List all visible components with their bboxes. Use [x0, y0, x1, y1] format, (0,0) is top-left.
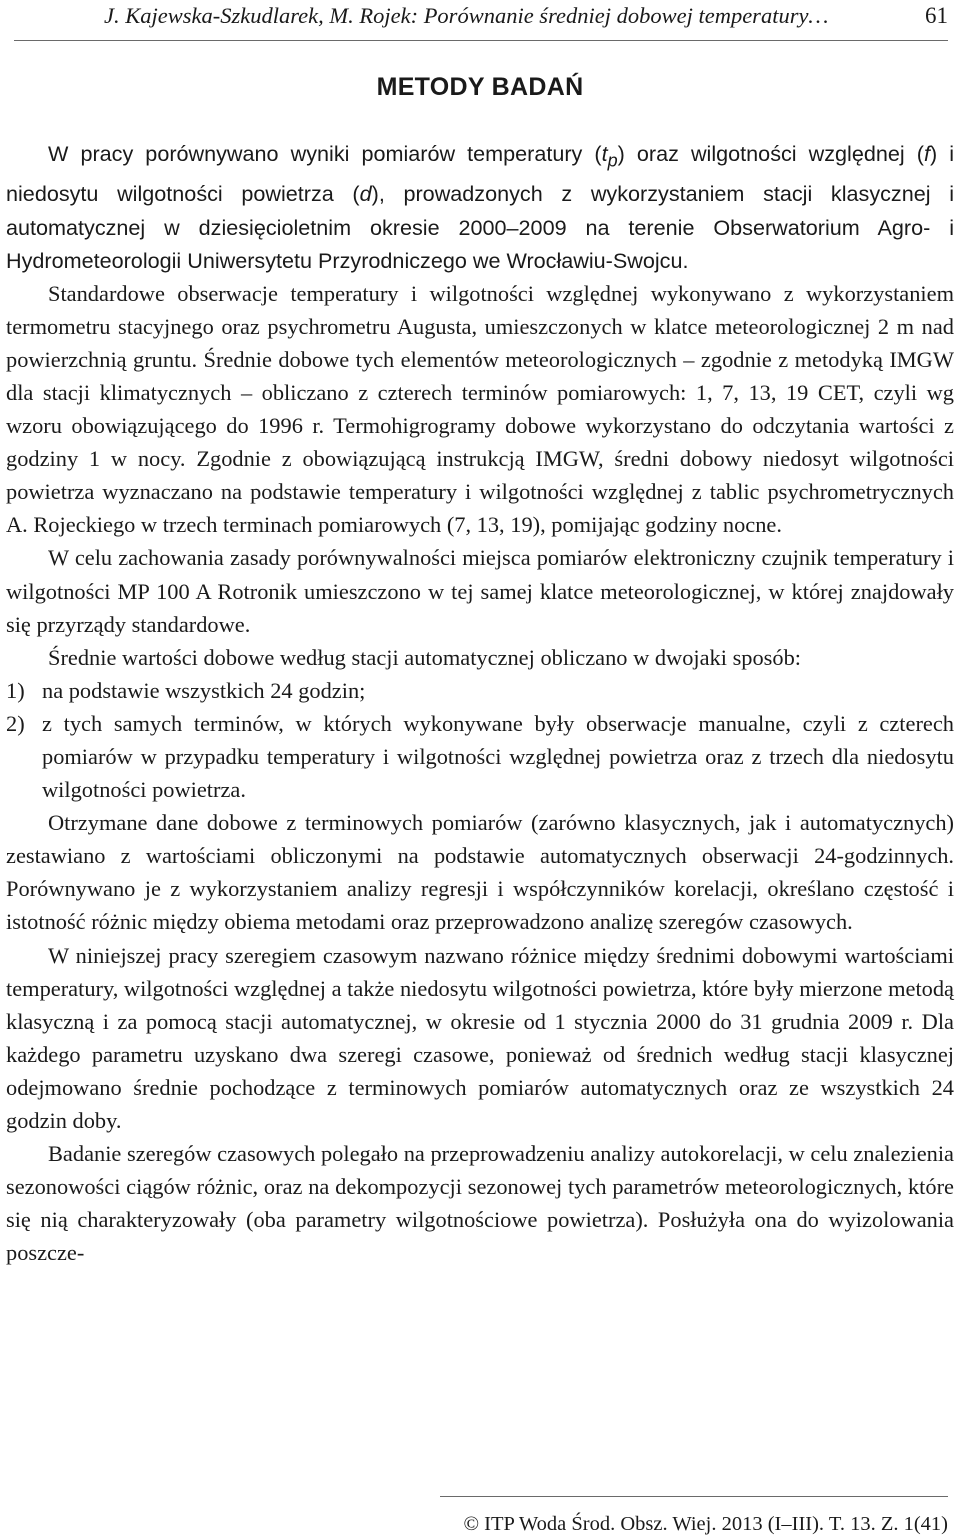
- list-marker: 2): [6, 710, 25, 736]
- list-item-text: na podstawie wszystkich 24 godzin;: [42, 677, 366, 703]
- body-text: [6, 137, 954, 1270]
- paragraph-text: W pracy porównywano wyniki pomiarów temperatury (: [48, 141, 602, 166]
- paragraph-text: ) oraz wilgotności względnej (: [617, 141, 924, 166]
- symbol-d: d: [359, 181, 372, 207]
- list-item: [6, 707, 954, 806]
- paragraph-data-comparison: Otrzymane dane dobowe z terminowych pomiarów (zarówno klasycznych, jak i automatycznych) zestawiano z wartościami obliczonymi na podstawie automatycznych obserwacji 24-godzinnych. Porównywano je z wykorzystaniem analizy regresji i współczynników korelacji, określano częstość i istotność różnic między obiema metodami oraz przeprowadzono analizę szeregów czasowych.: [6, 810, 954, 935]
- paragraph-sensor-placement: W celu zachowania zasady porównywalności miejsca pomiarów elektroniczny czujnik temperatury i wilgotności MP 100 A Rotronik umieszczono w tej samej klatce meteorologicznej, w której znajdowały się przyrządy standardowe.: [6, 545, 954, 637]
- footer-copyright: © ITP Woda Środ. Obsz. Wiej. 2013 (I–III). T. 13. Z. 1(41): [463, 1513, 948, 1535]
- section-heading: METODY BADAŃ: [376, 73, 584, 101]
- paragraph-automatic-averages: Średnie wartości dobowe według stacji automatycznej obliczano w dwojaki sposób:: [48, 644, 802, 670]
- paragraph-text: ) i niedosytu wilgotności powietrza (: [6, 141, 954, 207]
- list-item-text: z tych samych terminów, w których wykonywane były obserwacje manualne, czyli z czterech pomiarów w przypadku temperatury i wilgotności względnej powietrza oraz z trzech dla niedosytu wilgotności powietrza.: [42, 710, 954, 803]
- paragraph-time-series-analysis: Badanie szeregów czasowych polegało na przeprowadzeniu analizy autokorelacji, w celu znalezienia sezonowości ciągów różnic, oraz na dekompozycji sezonowej tych parametrów meteorologicznych, które się nią charakteryzowały (oba parametry wilgotnościowe powietrza). Posłużyła ona do wyizolowania poszcze-: [6, 1141, 954, 1266]
- symbol-tp: t: [601, 141, 608, 166]
- symbol-tp-subscript: p: [607, 150, 618, 171]
- running-header: [14, 0, 948, 41]
- paragraph-standard-observations: Standardowe obserwacje temperatury i wilgotności względnej wykonywano z wykorzystaniem termometru stacyjnego oraz psychrometru Augusta, umieszczonych w klatce meteorologicznej 2 m nad powierzchnią gruntu. Średnie dobowe tych elementów meteorologicznych – zgodnie z metodyką IMGW dla stacji klimatycznych – obliczano z czterech terminów pomiarowych: 1, 7, 13, 19 CET, czyli wg wzoru obowiązującego do 1996 r. Termohigrogramy dobowe wykorzystano do odczytania wartości z godziny 1 w nocy. Zgodnie z obowiązującą instrukcją IMGW, średni dobowy niedosyt wilgotności powietrza wyznaczano na podstawie temperatury i wilgotności względnej z tablic psychrometrycznych A. Rojeckiego w trzech terminach pomiarowych (7, 13, 19), pomijając godziny nocne.: [6, 280, 954, 538]
- footer-divider: [440, 1496, 948, 1497]
- paragraph-study-scope: [6, 137, 954, 277]
- paragraph-time-series-definition: W niniejszej pracy szeregiem czasowym nazwano różnice między średnimi dobowymi wartościami temperatury, wilgotności względnej a także niedosytu wilgotności powietrza, które były mierzone metodą klasyczną i za pomocą stacji automatycznej, w okresie od 1 stycznia 2000 do 31 grudnia 2009 r. Dla każdego parametru uzyskano dwa szeregi czasowe, ponieważ od średnich według stacji klasycznej odejmowano średnie pochodzące z terminowych pomiarów automatycznych oraz ze wszystkich 24 godzin doby.: [6, 942, 954, 1134]
- list-item: [6, 674, 954, 707]
- symbol-f: f: [923, 141, 930, 166]
- list-marker: 1): [6, 677, 25, 703]
- page-number: 61: [925, 3, 948, 28]
- running-header-authors-title: J. Kajewska-Szkudlarek, M. Rojek: Porównanie średniej dobowej temperatury…: [104, 3, 829, 28]
- paragraph-text: ), prowadzonych z wykorzystaniem stacji klasycznej i automatycznej w dziesięcioletnim okresie 2000–2009 na terenie Obserwatorium Agro- i Hydrometeorologii Uniwersytetu Przyrodniczego we Wrocławiu-Swojcu.: [6, 181, 954, 273]
